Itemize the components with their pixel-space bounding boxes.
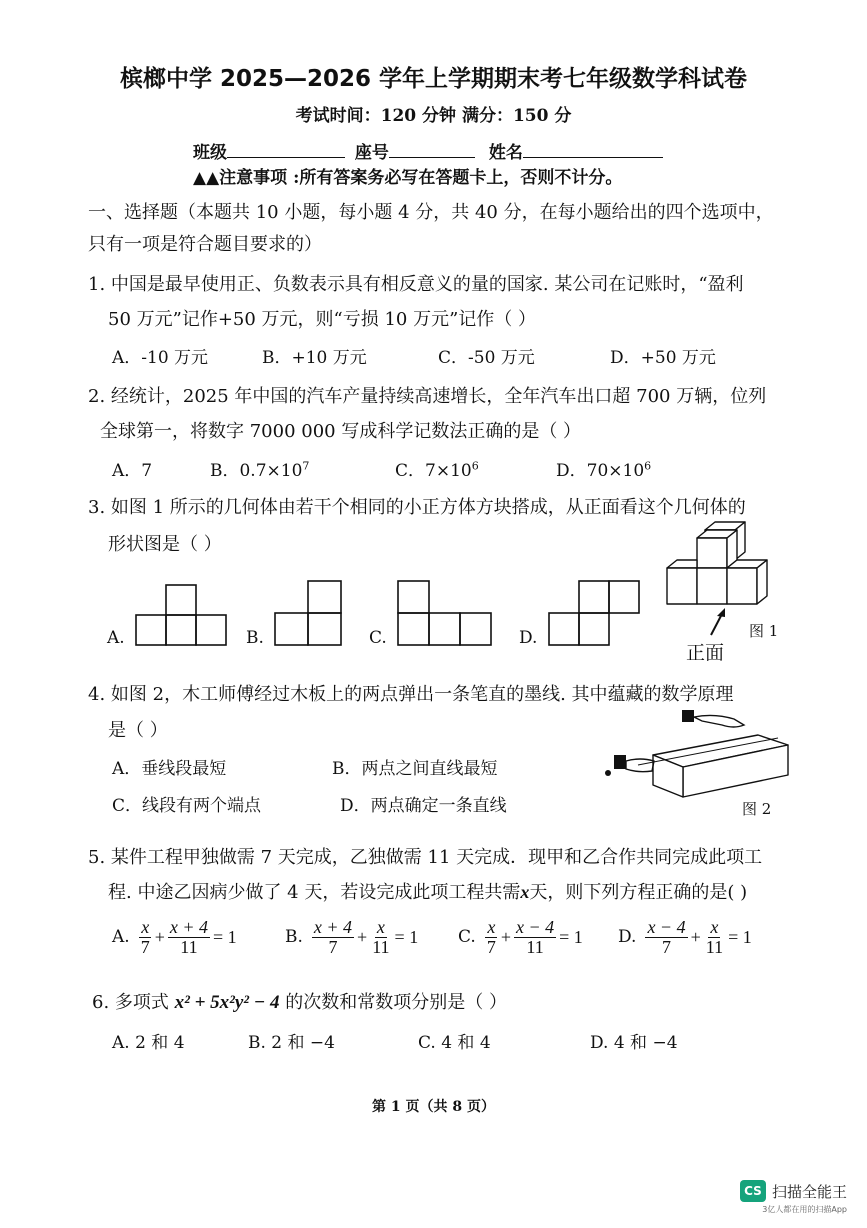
q3-option-a-label: A.	[107, 628, 125, 648]
q5-line1: 5. 某件工程甲独做需 7 天完成，乙独做需 11 天完成．现甲和乙合作共同完成此项工	[88, 847, 763, 868]
q5-option-d: D. $\frac{x - 4}{7}$ + $\frac{x}{11}$ = 1	[618, 917, 752, 957]
q2-option-d: D．$70\times 10^6$	[556, 459, 652, 481]
seat-label: 座号	[354, 143, 389, 163]
q1-option-c: C．-50 万元	[438, 348, 535, 368]
q3-option-a-figure	[135, 584, 227, 646]
q3-line2: 形状图是（ ）	[108, 534, 222, 555]
name-blank	[523, 139, 663, 158]
q1-line1: 1. 中国是最早使用正、负数表示具有相反意义的量的国家. 某公司在记账时，“盈利	[88, 274, 744, 295]
q5-option-b: B. $\frac{x + 4}{7}$ + $\frac{x}{11}$ = 1	[285, 917, 419, 957]
section-heading-line1: 一、选择题（本题共 10 小题，每小题 4 分，共 40 分，在每小题给出的四个选项中，	[88, 202, 774, 223]
q4-line1: 4. 如图 2，木工师傅经过木板上的两点弹出一条笔直的墨线. 其中蕴藏的数学原理	[88, 684, 734, 705]
q6-line: 6. 多项式 x² + 5x²y² − 4 的次数和常数项分别是（ ）	[92, 992, 507, 1013]
exam-subtitle: 考试时间：120 分钟 满分：150 分	[295, 106, 572, 126]
q2-line2: 全球第一，将数字 7000 000 写成科学记数法正确的是（ ）	[100, 421, 582, 442]
q1-option-b: B．+10 万元	[262, 348, 367, 368]
q2-option-a: A．7	[112, 461, 153, 481]
q6-option-c: C. 4 和 4	[418, 1033, 491, 1053]
q6-polynomial: x² + 5x²y² − 4	[174, 992, 280, 1013]
figure-1-label: 图 1	[749, 622, 779, 640]
q6-option-d: D. 4 和 −4	[590, 1033, 678, 1053]
scanner-name: 扫描全能王	[771, 1182, 847, 1201]
student-info-row	[193, 138, 663, 163]
figure-1-cubes	[665, 520, 785, 610]
q3-option-b-figure	[274, 580, 344, 646]
class-blank	[227, 139, 345, 158]
q3-option-b-label: B.	[246, 628, 264, 648]
q2-option-c: C．$7\times 10^6$	[395, 459, 479, 481]
q1-option-a: A．-10 万元	[112, 348, 209, 368]
q4-option-c: C．线段有两个端点	[112, 796, 262, 816]
q4-option-d: D．两点确定一条直线	[340, 796, 507, 816]
q6-option-a: A. 2 和 4	[112, 1033, 185, 1053]
seat-blank	[389, 139, 475, 158]
q4-option-a: A．垂线段最短	[112, 759, 227, 779]
camscanner-logo-icon: CS	[740, 1180, 766, 1202]
q1-line2: 50 万元”记作+50 万元，则“亏损 10 万元”记作（ ）	[108, 309, 537, 330]
section-heading-line2: 只有一项是符合题目要求的）	[88, 234, 322, 255]
exam-title: 槟榔中学 2025—2026 学年上学期期末考七年级数学科试卷	[119, 66, 748, 92]
q3-option-d-figure	[548, 580, 640, 646]
q5-option-c: C. $\frac{x}{7}$ + $\frac{x - 4}{11}$ = 1	[458, 917, 583, 957]
q4-line2: 是（ ）	[108, 720, 168, 741]
q3-line1: 3. 如图 1 所示的几何体由若干个相同的小正方体方块搭成，从正面看这个几何体的	[88, 497, 746, 518]
q2-option-b: B．$0.7\times 10^7$	[210, 459, 310, 481]
page-number: 第 1 页（共 8 页）	[372, 1099, 495, 1115]
front-label: 正面	[686, 642, 725, 664]
q5-line2: 程. 中途乙因病少做了 4 天，若设完成此项工程共需x天，则下列方程正确的是( )	[108, 882, 748, 903]
notice-text: ▲▲注意事项 :所有答案务必写在答题卡上，否则不计分。	[193, 168, 623, 188]
name-label: 姓名	[488, 143, 523, 163]
q4-option-b: B．两点之间直线最短	[332, 759, 498, 779]
figure-2-board	[598, 705, 793, 805]
q6-option-b: B. 2 和 −4	[248, 1033, 335, 1053]
scanner-watermark	[740, 1180, 847, 1202]
class-label: 班级	[193, 143, 227, 163]
q5-variable: x	[520, 882, 530, 902]
q2-line1: 2. 经统计，2025 年中国的汽车产量持续高速增长，全年汽车出口超 700 万辆，位列	[88, 386, 767, 407]
q5-option-a: A. $\frac{x}{7}$ + $\frac{x + 4}{11}$ = 1	[112, 917, 237, 957]
q3-option-c-figure	[397, 580, 493, 646]
figure-2-label: 图 2	[742, 800, 772, 818]
scanner-tagline: 3亿人都在用的扫描App	[762, 1205, 847, 1214]
q3-option-d-label: D.	[519, 628, 538, 648]
q1-option-d: D．+50 万元	[610, 348, 716, 368]
q3-option-c-label: C.	[369, 628, 387, 648]
